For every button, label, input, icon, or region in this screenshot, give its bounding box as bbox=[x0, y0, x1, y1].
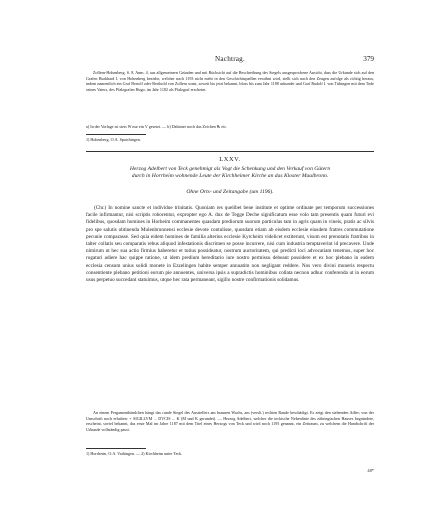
preceding-note-text: Zollern-Hohenberg, S. 8, Anm. 4, aus allgemeinern Gründen und mit Rücksicht auf die Beschreibung des Siegels ausgesprochene Ansicht, dass die Urkunde sich auf den Grafen Burkhard I. von Hohenberg beziehe, welcher nach 1193 nicht mehr in den Geschichtsquellen erwähnt wird, stellt sich nach den Zeugen zufolge als richtig heraus, indem namentlich ein Graf Bertolf oder Berthold von Zollern sonst, soweit bis jetzt bekannt, bloss bis zum Jahr 1188 urkundet und Graf Rudolf I. von Tübingen mit dem Tode seines Vaters, des Pfalzgrafen Hugo, im Jahr 1182 als Pfalzgraf erscheint. bbox=[86, 70, 374, 92]
signature-mark: 48* bbox=[367, 468, 374, 473]
footnote-divider-bottom bbox=[86, 448, 146, 449]
variant-notes-text: a) In der Vorlage ist stets W nur ein V gesetzt. — b) Dahinter noch das Zeichen ℞ etc. bbox=[86, 124, 228, 129]
document-date-place: Ohne Orts- und Zeitangabe (um 1196). bbox=[186, 189, 274, 195]
footnote-top-text: 1) Hohenberg, O.A. Spaichingen. bbox=[86, 137, 141, 142]
charter-text bbox=[86, 205, 374, 284]
charter-text-paragraph: (Chr.) In nomine sancte et individue trinitatis. Quoniam res quelibet bene institute et optime ordinate per temporum successiones facile infirmantur, nisi scriptis roborentur, expropter ego A. dux de Tegge Deche significatum esse volo tam presentis quam futuri evi fidelibus, quosdam homines in Horheim commanentes quasdam prediorum suorum particulas tam in agris quam in vineis, pratis ac silvis pro spe salutis obtinenda Mulenbrunnensi ecclesie devote contulisse, quosdam etiam ab eisdem ecclesie eiusdem fratres commutatione pecunie comparasse. Sed quia eidem homines de familia alterius ecclesie Kyrcheim videlicet extiterunt, visum est prenotatis fratribus in talter collatis seu comparatis rebus aliquod infestationis discrimen se posse incurrere, nisi cum industria temptaverint id precavere. Unde nimirum ut hec sua actio firmius haberetur et tutius possideatur, nostrum auctoritatem, qui predicti loci advocatiam tenemus, super hoc rogaturi adiere hac quippe ratione, ut idem predium hereditario iure nostro permissu debeant possidere et ex hoc plebano in eadem ecclesia censum unius solidi monete in Ezzelingen habite semper annuatim non negligant reddere. Nos vero divini muneris respectu consentiente plebano petitioni eorum pie annuentes, universa ipsis a supradictis hominibus collata necnon adhuc conferenda ut in eorum usus perpetuo succedant statuimus, utque hec rata permaneant, sigillo nostre confirmationis solidamus. bbox=[86, 205, 374, 284]
footnote-divider-top bbox=[86, 134, 146, 135]
variant-notes bbox=[86, 124, 374, 130]
footnotes-bottom-text: 1) Horrheim, O.A. Vaihingen. — 2) Kirchheim unter Teck. bbox=[86, 451, 183, 456]
running-title: Nachtrag. bbox=[215, 55, 245, 63]
footnote-top bbox=[86, 137, 374, 143]
document-number: LXXV. bbox=[219, 156, 241, 163]
footnotes-bottom bbox=[86, 451, 374, 457]
archive-note-text: An einem Pergamentbändchen hängt das runde Siegel des Ausstellers am braunen Wachs, am (verslt.) rechten Rande beschädigt. Es zeigt den stehenden Adler; von der Umschrift noch erhalten: + SIGILLVM ... DVCIS ... K (M und K gerundet). — Herzog Adelbert, welcher die teckische Nebenlinie des zähringischen Hauses begründete, erscheint, soviel bekannt, das erste Mal im Jahre 1187 mit dem Titel eines Herzogs von Teck und wird noch 1195 genannt, ein Zeitraum, zu welchem die Handschrift der Urkunde vollständig passt. bbox=[86, 410, 374, 432]
section-divider bbox=[86, 151, 374, 152]
page-number: 379 bbox=[363, 55, 374, 63]
running-header bbox=[86, 55, 374, 65]
archive-note bbox=[86, 410, 374, 432]
document-heading-line-2: durch in Horrheim wohnende Leute der Kirchheimer Kirche an das Kloster Maulbronn. bbox=[131, 173, 329, 180]
preceding-note bbox=[86, 70, 374, 92]
document-heading bbox=[86, 166, 374, 180]
document-heading-line-1: Herzog Adelbert von Teck genehmigt als Vogt die Schenkung und den Verkauf von Gütern bbox=[129, 166, 331, 172]
